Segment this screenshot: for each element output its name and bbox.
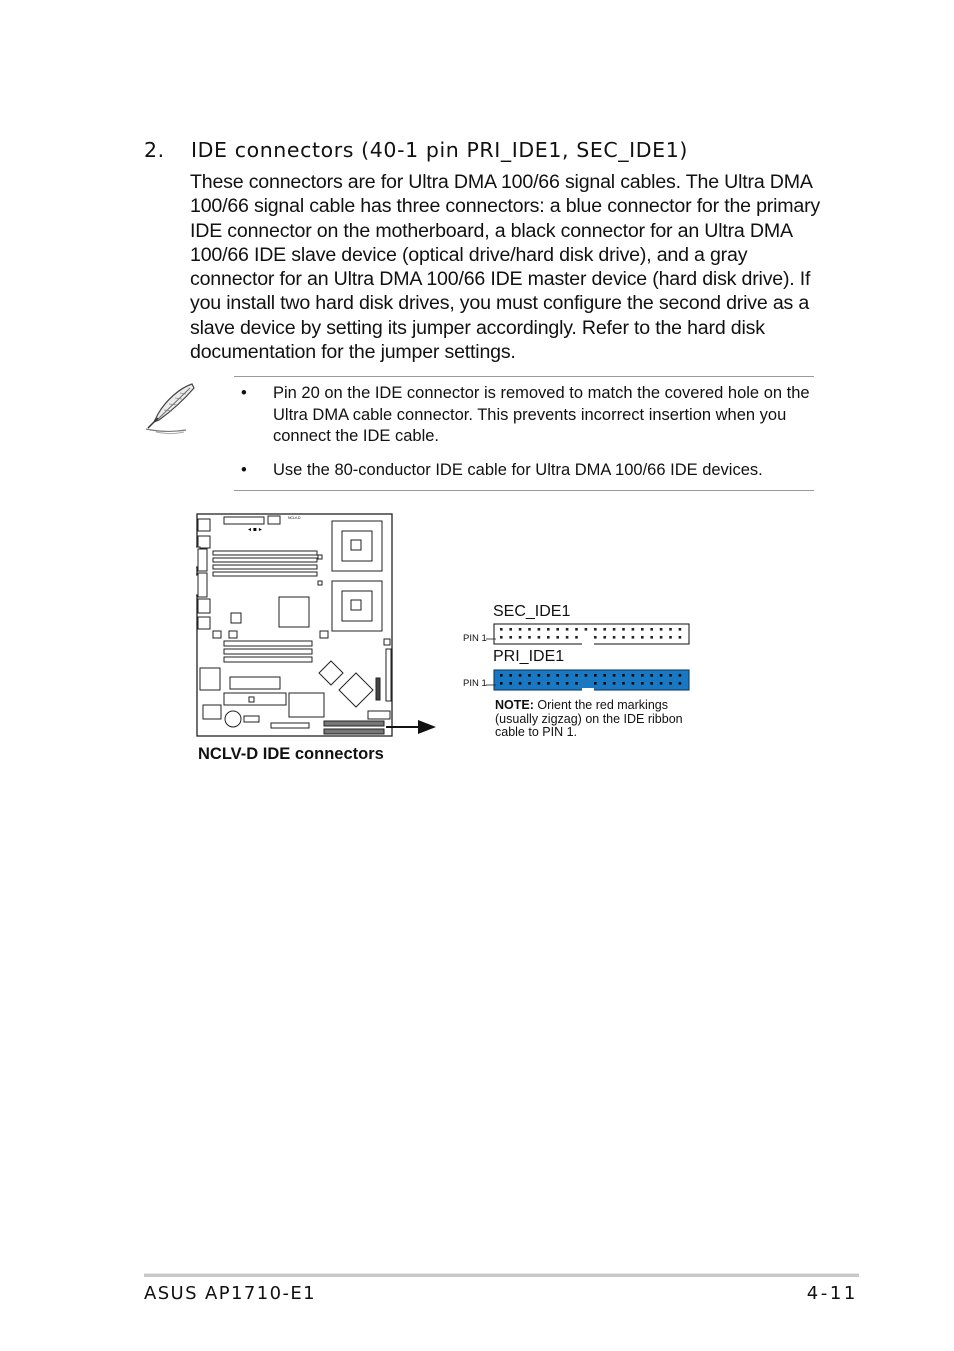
board-caption: NCLV-D IDE connectors bbox=[198, 745, 384, 763]
connector-pin bbox=[622, 674, 625, 677]
connector-pin bbox=[603, 682, 606, 685]
connector-pin bbox=[669, 636, 672, 639]
connector-pin bbox=[679, 674, 682, 677]
connector-pin bbox=[566, 636, 569, 639]
connector-pin bbox=[594, 674, 597, 677]
note-list bbox=[238, 383, 818, 481]
connector-pin bbox=[650, 674, 653, 677]
connector-pin bbox=[594, 628, 597, 631]
note-item bbox=[238, 460, 818, 482]
connector-pin bbox=[575, 636, 578, 639]
connector-pin bbox=[519, 628, 522, 631]
connector-pin bbox=[500, 682, 503, 685]
connector-pin bbox=[632, 674, 635, 677]
sec-ide1-connector bbox=[494, 624, 689, 644]
connector-pin bbox=[500, 636, 503, 639]
connector-pin bbox=[556, 674, 559, 677]
ide-connector-diagram bbox=[456, 600, 696, 700]
connector-pin bbox=[528, 628, 531, 631]
connector-pin bbox=[660, 628, 663, 631]
connector-pin bbox=[509, 628, 512, 631]
connector-pin bbox=[613, 628, 616, 631]
connector-pin bbox=[575, 628, 578, 631]
connector-pin bbox=[575, 674, 578, 677]
connector-pin bbox=[650, 636, 653, 639]
note-bold: NOTE: bbox=[495, 698, 534, 712]
pri-pin1-label: PIN 1 bbox=[463, 678, 487, 689]
orientation-note bbox=[495, 699, 695, 740]
connector-pin bbox=[669, 628, 672, 631]
bullet: • bbox=[241, 384, 247, 402]
connector-pin bbox=[613, 636, 616, 639]
section-number: 2. bbox=[144, 138, 165, 162]
board-silkscreen: NCLV-D bbox=[288, 516, 301, 520]
connector-pin bbox=[556, 628, 559, 631]
connector-pin bbox=[641, 674, 644, 677]
connector-pin bbox=[603, 674, 606, 677]
section-heading bbox=[144, 138, 688, 162]
connector-pin bbox=[547, 636, 550, 639]
connector-pin bbox=[556, 636, 559, 639]
note-item bbox=[238, 383, 818, 448]
connector-pin bbox=[547, 674, 550, 677]
connector-pin bbox=[650, 682, 653, 685]
connector-pin bbox=[538, 628, 541, 631]
connector-pin bbox=[538, 674, 541, 677]
connector-pin bbox=[641, 682, 644, 685]
note-item-text: Pin 20 on the IDE connector is removed to match the covered hole on the Ultra DMA cable connector. This prevents incorrect insertion when you connect the IDE cable. bbox=[273, 384, 810, 445]
connector-pin bbox=[679, 682, 682, 685]
connector-pin bbox=[679, 628, 682, 631]
sec-pin1-label: PIN 1 bbox=[463, 633, 487, 644]
bullet: • bbox=[241, 460, 247, 479]
svg-text:◂ ▪ ▸: ◂ ▪ ▸ bbox=[248, 526, 262, 533]
connector-pin bbox=[669, 674, 672, 677]
connector-pin bbox=[650, 628, 653, 631]
connector-pin bbox=[575, 682, 578, 685]
connector-pin bbox=[613, 674, 616, 677]
connector-pin bbox=[585, 628, 588, 631]
connector-pin bbox=[547, 682, 550, 685]
note-text: Orient the red markings (usually zigzag) on the IDE ribbon cable to PIN 1. bbox=[495, 698, 683, 739]
note-top-rule bbox=[234, 376, 814, 377]
connector-pin bbox=[547, 628, 550, 631]
connector-pin bbox=[519, 636, 522, 639]
connector-pin bbox=[603, 636, 606, 639]
pri-ide1-label: PRI_IDE1 bbox=[493, 648, 565, 665]
connector-pin bbox=[632, 636, 635, 639]
connector-pin bbox=[538, 682, 541, 685]
connector-pin bbox=[660, 674, 663, 677]
footer-product: ASUS AP1710-E1 bbox=[144, 1283, 316, 1304]
connector-pin bbox=[538, 636, 541, 639]
connector-pin bbox=[622, 682, 625, 685]
connector-pin bbox=[509, 674, 512, 677]
connector-pin bbox=[641, 628, 644, 631]
connector-pin bbox=[594, 636, 597, 639]
footer-page-number: 4-11 bbox=[806, 1283, 858, 1304]
sec-ide1-label: SEC_IDE1 bbox=[493, 603, 571, 620]
connector-pin bbox=[500, 674, 503, 677]
connector-pin bbox=[603, 628, 606, 631]
connector-pin bbox=[519, 674, 522, 677]
connector-pin bbox=[528, 682, 531, 685]
connector-pin bbox=[556, 682, 559, 685]
connector-pin bbox=[622, 628, 625, 631]
connector-pin bbox=[622, 636, 625, 639]
motherboard-layout bbox=[196, 513, 436, 739]
connector-pin bbox=[500, 628, 503, 631]
connector-pin bbox=[632, 628, 635, 631]
section-title: IDE connectors (40-1 pin PRI_IDE1, SEC_IDE1) bbox=[191, 138, 688, 162]
connector-pin bbox=[594, 682, 597, 685]
connector-pin bbox=[566, 674, 569, 677]
connector-pin bbox=[519, 682, 522, 685]
connector-pin bbox=[566, 682, 569, 685]
footer-rule bbox=[144, 1273, 859, 1277]
connector-pin bbox=[613, 682, 616, 685]
pri-ide1-connector bbox=[494, 670, 689, 690]
connector-pin bbox=[632, 682, 635, 685]
connector-pin bbox=[679, 636, 682, 639]
connector-pin bbox=[585, 674, 588, 677]
connector-pin bbox=[528, 674, 531, 677]
connector-pin bbox=[509, 682, 512, 685]
section-body: These connectors are for Ultra DMA 100/66 signal cables. The Ultra DMA 100/66 signal cable has three connectors: a blue connector for the primary IDE connector on the motherboard, a black connector for an Ultra DMA 100/66 IDE slave device (optical drive/hard disk drive), and a gray connector for an Ultra DMA 100/66 IDE master device (hard disk drive). If you install two hard disk drives, you must configure the second drive as a slave device by setting its jumper accordingly. Refer to the hard disk documentation for the jumper settings. bbox=[190, 171, 820, 364]
connector-pin bbox=[641, 636, 644, 639]
connector-pin bbox=[660, 682, 663, 685]
connector-pin bbox=[669, 682, 672, 685]
connector-pin bbox=[566, 628, 569, 631]
connector-pin bbox=[509, 636, 512, 639]
connector-pin bbox=[660, 636, 663, 639]
note-item-text: Use the 80-conductor IDE cable for Ultra DMA 100/66 IDE devices. bbox=[273, 460, 763, 479]
feather-pen-icon bbox=[142, 380, 202, 438]
connector-pin bbox=[528, 636, 531, 639]
note-bottom-rule bbox=[234, 490, 814, 491]
